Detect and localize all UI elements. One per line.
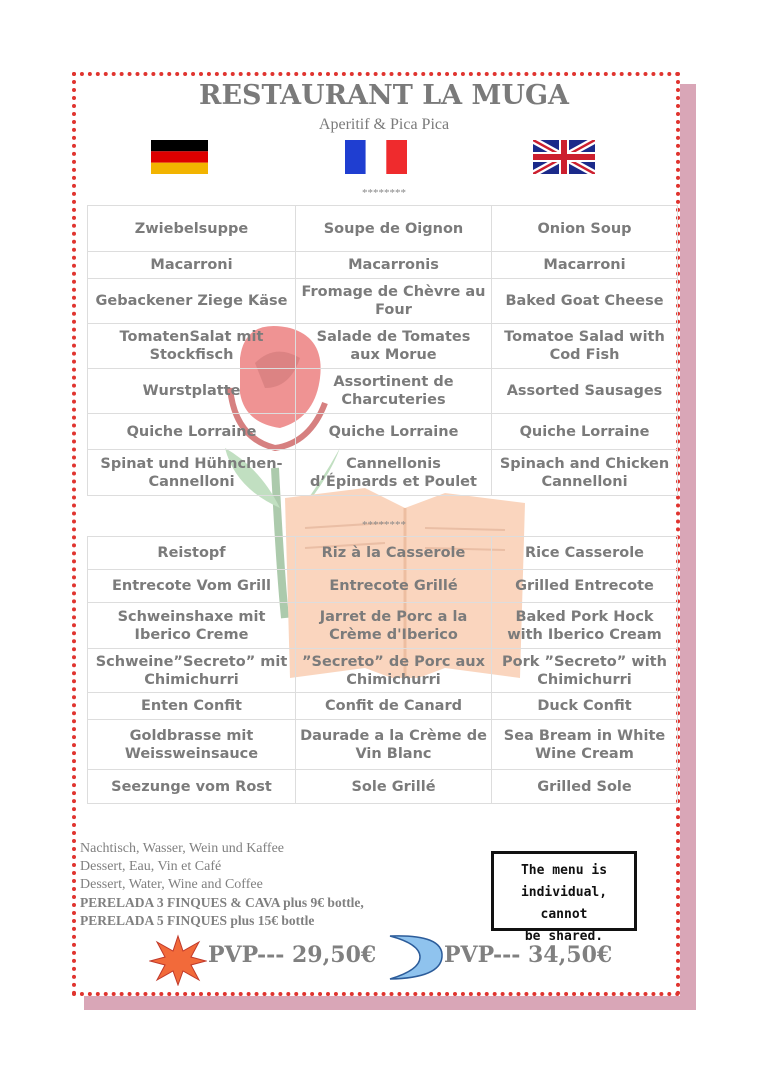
price-night: PVP--- 34,50€ [444, 942, 613, 968]
dish-fr: Riz à la Casserole [296, 537, 492, 570]
uk-flag-icon [533, 140, 595, 174]
dish-fr: Sole Grillé [296, 770, 492, 804]
price-day: PVP--- 29,50€ [208, 942, 377, 968]
dish-fr: Quiche Lorraine [296, 414, 492, 450]
dish-fr: Soupe de Oignon [296, 206, 492, 252]
dish-en: Grilled Entrecote [492, 570, 678, 603]
dish-de: Quiche Lorraine [88, 414, 296, 450]
dish-en: Sea Bream in White Wine Cream [492, 720, 678, 770]
dish-en: Pork ”Secreto” with Chimichurri [492, 649, 678, 693]
dish-fr: Confit de Canard [296, 693, 492, 720]
german-flag-icon [151, 140, 208, 174]
dish-en: Grilled Sole [492, 770, 678, 804]
restaurant-title: RESTAURANT LA MUGA [199, 80, 569, 111]
footer-included-en: Dessert, Water, Wine and Coffee [80, 877, 263, 892]
table-row [88, 770, 678, 804]
sun-star-icon [149, 934, 207, 986]
table-row [88, 693, 678, 720]
table-row [88, 206, 678, 252]
table-row [88, 603, 678, 649]
dish-fr: Cannellonis d’Épinards et Poulet [296, 450, 492, 496]
dish-en: Rice Casserole [492, 537, 678, 570]
dish-de: Seezunge vom Rost [88, 770, 296, 804]
dish-de: Spinat und Hühnchen-Cannelloni [88, 450, 296, 496]
dish-de: Enten Confit [88, 693, 296, 720]
table-row [88, 324, 678, 369]
dish-en: Duck Confit [492, 693, 678, 720]
dish-en: Baked Goat Cheese [492, 279, 678, 324]
dish-en: Baked Pork Hock with Iberico Cream [492, 603, 678, 649]
dish-fr: ”Secreto” de Porc aux Chimichurri [296, 649, 492, 693]
dish-de: Schweine”Secreto” mit Chimichurri [88, 649, 296, 693]
dish-en: Quiche Lorraine [492, 414, 678, 450]
separator-stars: ******** [362, 187, 406, 199]
footer-wine-option-2: PERELADA 5 FINQUES plus 15€ bottle [80, 913, 315, 928]
dish-en: Assorted Sausages [492, 369, 678, 414]
table-row [88, 414, 678, 450]
table-row [88, 279, 678, 324]
starters-table [87, 205, 678, 496]
separator-stars: ******** [362, 519, 406, 531]
table-row [88, 252, 678, 279]
footer-wine-option-1: PERELADA 3 FINQUES & CAVA plus 9€ bottle, [80, 895, 364, 910]
note-line: individual, cannot [520, 885, 608, 922]
dish-de: Entrecote Vom Grill [88, 570, 296, 603]
table-row [88, 570, 678, 603]
note-line: The menu is [520, 863, 608, 878]
dish-de: Wurstplatte [88, 369, 296, 414]
dish-fr: Entrecote Grillé [296, 570, 492, 603]
dish-de: Macarroni [88, 252, 296, 279]
menu-subtitle: Aperitif & Pica Pica [318, 116, 450, 133]
dish-fr: Salade de Tomates aux Morue [296, 324, 492, 369]
dish-fr: Macarronis [296, 252, 492, 279]
dish-fr: Jarret de Porc a la Crème d'Iberico [296, 603, 492, 649]
french-flag-icon [345, 140, 407, 174]
table-row [88, 369, 678, 414]
table-row [88, 450, 678, 496]
dish-fr: Fromage de Chèvre au Four [296, 279, 492, 324]
footer-included-fr: Dessert, Eau, Vin et Café [80, 859, 222, 874]
moon-icon [386, 932, 444, 982]
dish-fr: Daurade a la Crème de Vin Blanc [296, 720, 492, 770]
dish-en: Spinach and Chicken Cannelloni [492, 450, 678, 496]
note-line: be shared. [524, 929, 604, 944]
sharing-note-box [491, 851, 637, 944]
dish-de: Gebackener Ziege Käse [88, 279, 296, 324]
table-row [88, 649, 678, 693]
dish-en: Macarroni [492, 252, 678, 279]
dish-de: Zwiebelsuppe [88, 206, 296, 252]
footer-included-de: Nachtisch, Wasser, Wein und Kaffee [80, 841, 285, 856]
dish-fr: Assortinent de Charcuteries [296, 369, 492, 414]
mains-table [87, 536, 678, 804]
dish-en: Onion Soup [492, 206, 678, 252]
dish-de: TomatenSalat mit Stockfisch [88, 324, 296, 369]
table-row [88, 537, 678, 570]
dish-de: Goldbrasse mit Weissweinsauce [88, 720, 296, 770]
table-row [88, 720, 678, 770]
dish-en: Tomatoe Salad with Cod Fish [492, 324, 678, 369]
dish-de: Schweinshaxe mit Iberico Creme [88, 603, 296, 649]
dish-de: Reistopf [88, 537, 296, 570]
